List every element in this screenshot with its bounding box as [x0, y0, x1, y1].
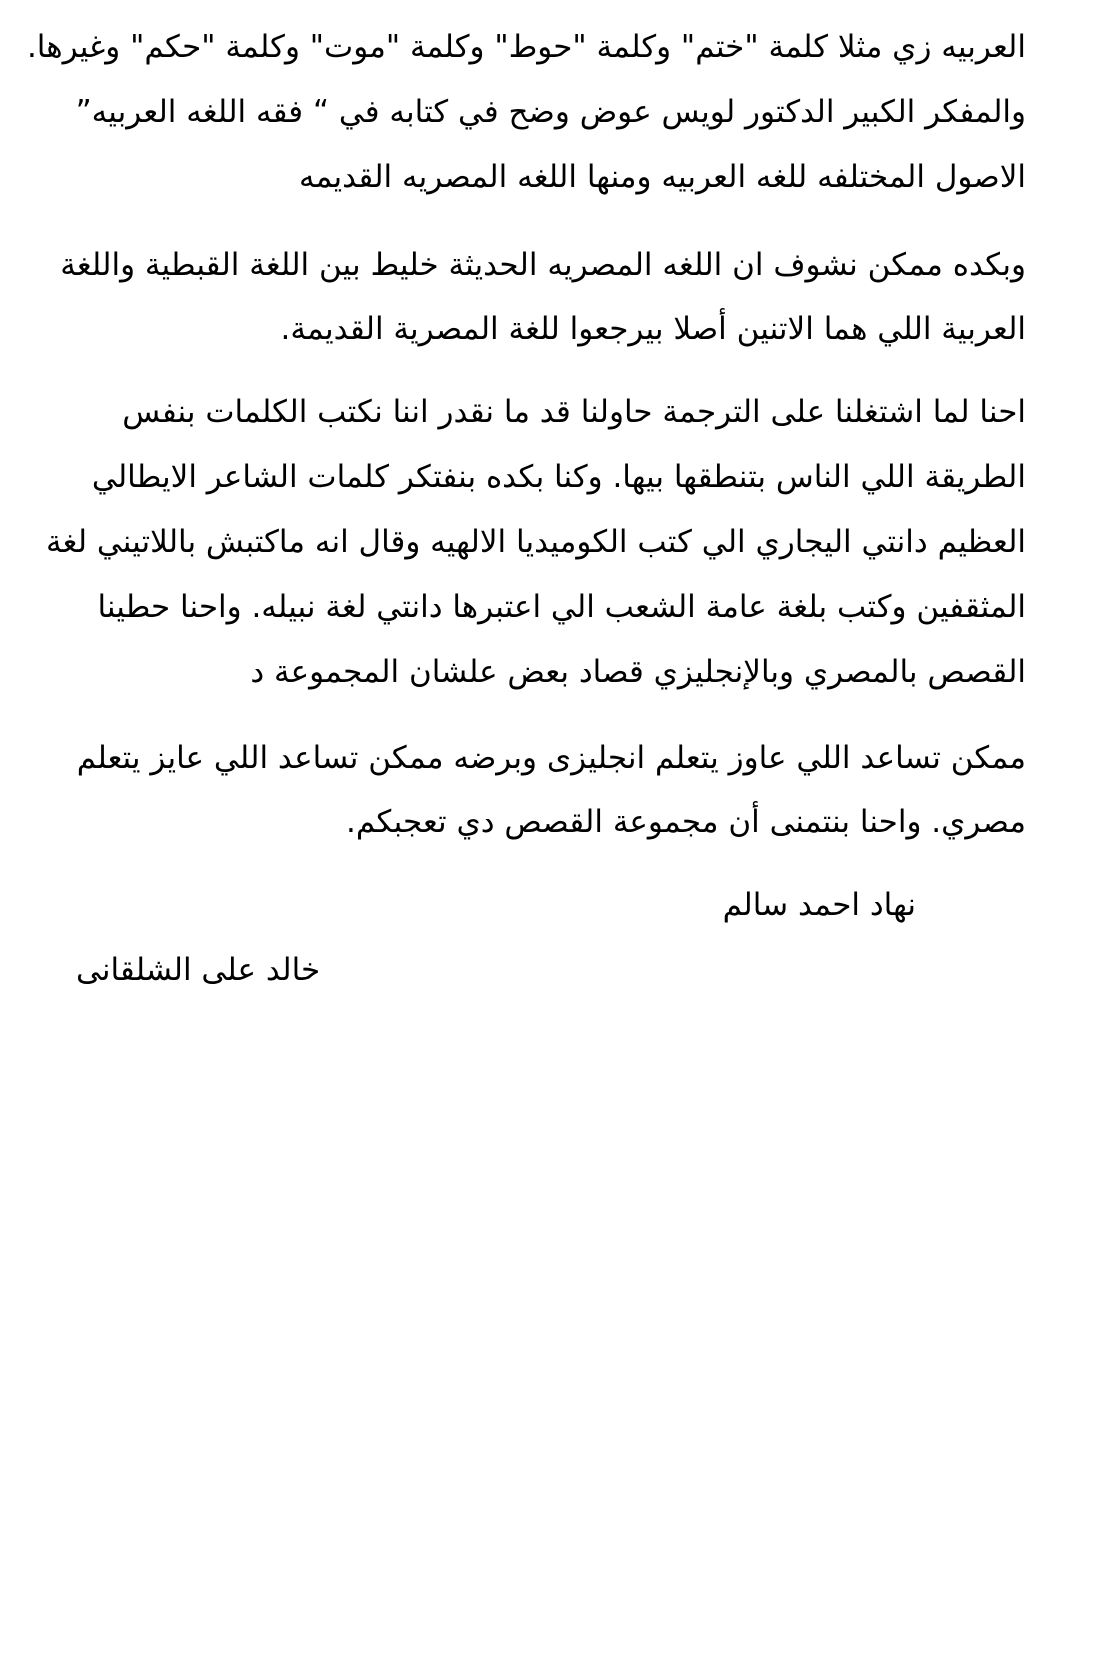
paragraph-2-line-1: وبكده ممكن نشوف ان اللغه المصريه الحديثة خليط بين اللغة القبطية واللغة	[60, 247, 1026, 283]
paragraph-3-line-2: الطريقة اللي الناس بتنطقها بيها. وكنا بكده بنفتكر كلمات الشاعر الايطالي	[91, 459, 1026, 495]
paragraph-3-line-4: المثقفين وكتب بلغة عامة الشعب الي اعتبرها دانتي لغة نبيله. واحنا حطينا	[97, 589, 1026, 625]
signature-nehad: نهاد احمد سالم	[722, 887, 916, 923]
paragraph-1-line-3: الاصول المختلفه للغه العربيه ومنها اللغه المصريه القديمه	[298, 159, 1026, 195]
paragraph-3-line-1: احنا لما اشتغلنا على الترجمة حاولنا قد ما نقدر اننا نكتب الكلمات بنفس	[122, 394, 1026, 430]
paragraph-1-line-2: والمفكر الكبير الدكتور لويس عوض وضح في كتابه في “ فقه اللغه العربيه”	[75, 94, 1026, 130]
paragraph-4-line-2: مصري. واحنا بنتمنى أن مجموعة القصص دي تعجبكم.	[346, 804, 1026, 840]
signature-khaled: خالد على الشلقانى	[76, 952, 321, 988]
paragraph-1-line-1: العربيه زي مثلا كلمة "ختم" وكلمة "حوط" وكلمة "موت" وكلمة "حكم" وغيرها.	[26, 29, 1026, 65]
paragraph-3-line-5: القصص بالمصري وبالإنجليزي قصاد بعض علشان المجموعة د	[250, 654, 1026, 690]
paragraph-2-line-2: العربية اللي هما الاتنين أصلا بيرجعوا للغة المصرية القديمة.	[280, 311, 1026, 347]
paragraph-4-line-1: ممكن تساعد اللي عاوز يتعلم انجليزى وبرضه ممكن تساعد اللي عايز يتعلم	[76, 740, 1026, 776]
paragraph-3-line-3: العظيم دانتي اليجاري الي كتب الكوميديا الالهيه وقال انه ماكتبش باللاتيني لغة	[46, 524, 1026, 560]
